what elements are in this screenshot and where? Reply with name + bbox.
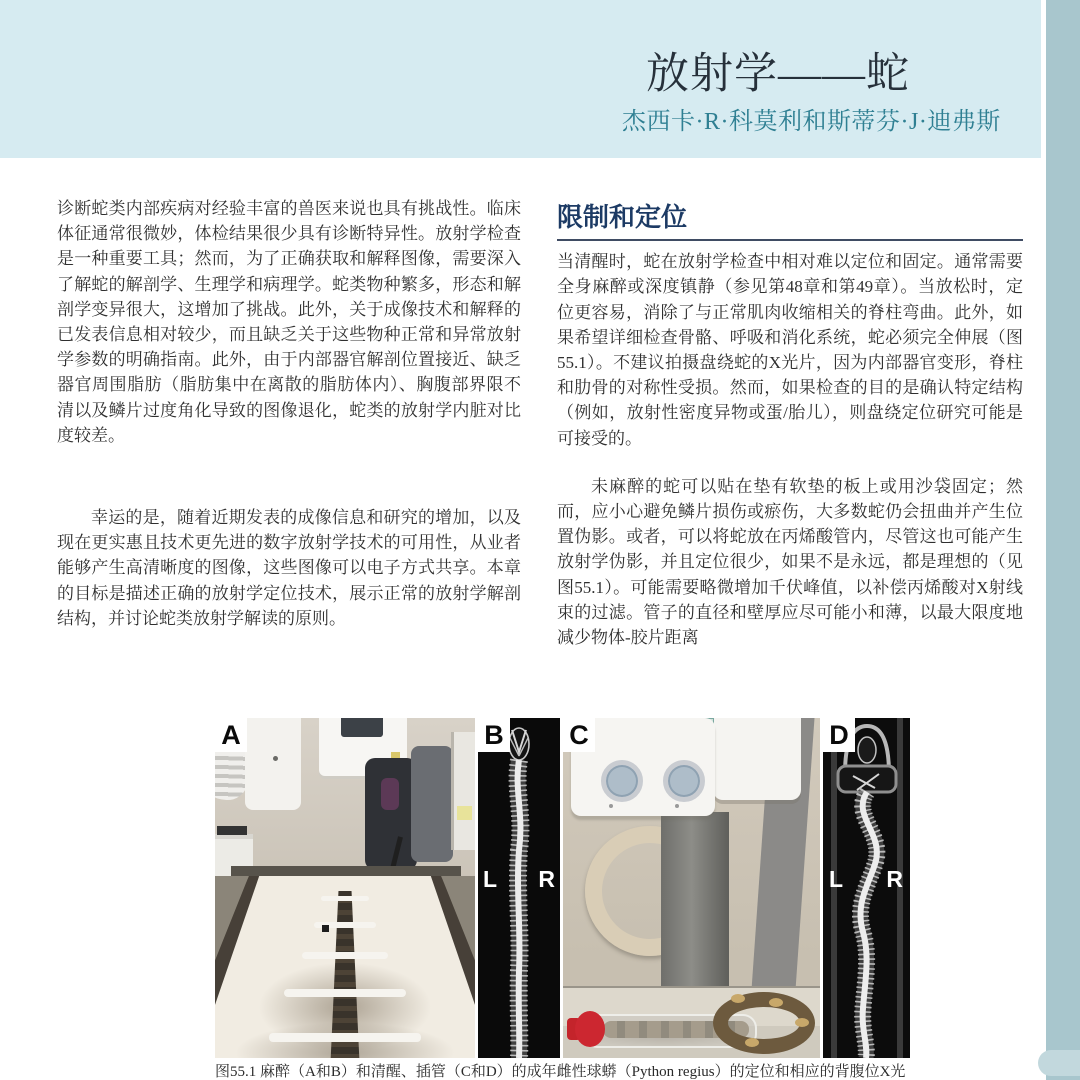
snake-pattern-spot xyxy=(745,1038,759,1047)
marker-left: L xyxy=(483,866,498,892)
page-title: 放射学——蛇 xyxy=(646,51,910,98)
snake-pattern-spot xyxy=(795,1018,809,1027)
control-knob xyxy=(601,760,643,802)
panel-label-d: D xyxy=(823,718,855,752)
table-far-edge xyxy=(231,866,461,876)
wall-unit xyxy=(245,718,301,810)
left-paragraph-2: 幸运的是，随着近期发表的成像信息和研究的增加，以及现在更实惠且技术更先进的数字放射学技术的可用性，从业者能够产生高清晰度的图像，这些图像可以电子方式共享。本章的目标是描述正确的放射学定位技术，展示正常的放射学解剖结构，并讨论蛇类放射学解读的原则。 xyxy=(57,508,521,628)
tape-strip xyxy=(302,952,388,959)
corner-watermark xyxy=(1038,1050,1080,1076)
screw xyxy=(609,804,613,808)
snake-pattern-spot xyxy=(769,998,783,1007)
figure-caption: 图55.1 麻醉（A和B）和清醒、插管（C和D）的成年雌性球蟒（Python regius）的定位和相应的背腹位X光 xyxy=(215,1064,906,1080)
figure-panel-b-radiograph xyxy=(478,718,560,1058)
sticky-note xyxy=(457,806,472,820)
screw xyxy=(675,804,679,808)
tape-strip xyxy=(284,989,406,997)
figure-panel-a-photo xyxy=(215,718,475,1058)
figure-55-1 xyxy=(215,718,910,1058)
right-paragraph-2: 未麻醉的蛇可以贴在垫有软垫的板上或用沙袋固定；然而，应小心避免鳞片损伤或瘀伤，大多数蛇仍会扭曲并产生位置伪影。或者，可以将蛇放在丙烯酸管内，尽管这也可能产生放射学伪影，并且定位很少，如果不是永远，都是理想的（见图55.1）。可能需要略微增加千伏峰值，以补偿丙烯酸对X射线束的过滤。管子的直径和壁厚应尽可能小和薄，以最大限度地减少物体-胶片距离 xyxy=(557,476,1023,648)
hanging-garment xyxy=(381,778,399,810)
left-text-column xyxy=(57,196,521,631)
position-marker xyxy=(322,925,329,932)
panel-label-b: B xyxy=(478,718,510,752)
page-authors: 杰西卡·R·科莫利和斯蒂芬·J·迪弗斯 xyxy=(622,109,1001,135)
figure-panel-c-photo xyxy=(563,718,820,1058)
support-column xyxy=(661,812,729,998)
right-paragraph-1: 当清醒时，蛇在放射学检查中相对难以定位和固定。通常需要全身麻醉或深度镇静（参见第48章和第49章）。当放松时，定位更容易，消除了与正常肌肉收缩相关的脊柱弯曲。此外，如果希望详细检查骨骼、呼吸和消化系统，蛇必须完全伸展（图55.1）。不建议拍摄盘绕蛇的X光片，因为内部器官变形，脊柱和肋骨的对称性受损。然而，如果检查的目的是确认特定结构（例如，放射性密度异物或蛋/胎儿），则盘绕定位研究可能是可接受的。 xyxy=(557,252,1023,448)
hanging-backpack xyxy=(365,758,417,870)
right-text-column xyxy=(557,202,1023,650)
left-paragraph-1: 诊断蛇类内部疾病对经验丰富的兽医来说也具有挑战性。临床体征通常很微妙，体检结果很少具有诊断特异性。放射学检查是一种重要工具；然而，为了正确获取和解释图像，需要深入了解蛇的解剖学、生理学和病理学。蛇类物种繁多，形态和解剖学变异很大，这增加了挑战。此外，关于成像技术和解释的已发表信息相对较少，而且缺乏关于这些物种正常和异常放射学参数的明确指南。此外，由于内部器官解剖位置接近、缺乏器官周围脂肪（脂肪集中在离散的脂肪体内）、胸腹部界限不清以及鳞片过度角化导致的图像退化，蛇类的放射学内脏对比度较差。 xyxy=(57,199,521,445)
tape-strip xyxy=(269,1033,421,1042)
panel-label-a: A xyxy=(215,718,247,752)
section-heading: 限制和定位 xyxy=(557,205,1023,241)
tube-red-cap xyxy=(575,1011,605,1047)
marker-left: L xyxy=(829,866,844,892)
support-bracket xyxy=(713,718,801,800)
tube-head-display xyxy=(341,718,383,737)
marker-right: R xyxy=(538,866,555,892)
tape-strip xyxy=(321,896,369,901)
control-window xyxy=(451,732,475,850)
xray-table xyxy=(215,876,475,1058)
panel-label-c: C xyxy=(563,718,595,752)
hanging-apron xyxy=(411,746,453,862)
snake-pattern-spot xyxy=(731,994,745,1003)
counter-items xyxy=(217,826,247,835)
figure-panel-d-radiograph xyxy=(823,718,910,1058)
marker-right: R xyxy=(886,866,903,892)
control-knob xyxy=(663,760,705,802)
right-edge-strip xyxy=(1046,0,1080,1080)
